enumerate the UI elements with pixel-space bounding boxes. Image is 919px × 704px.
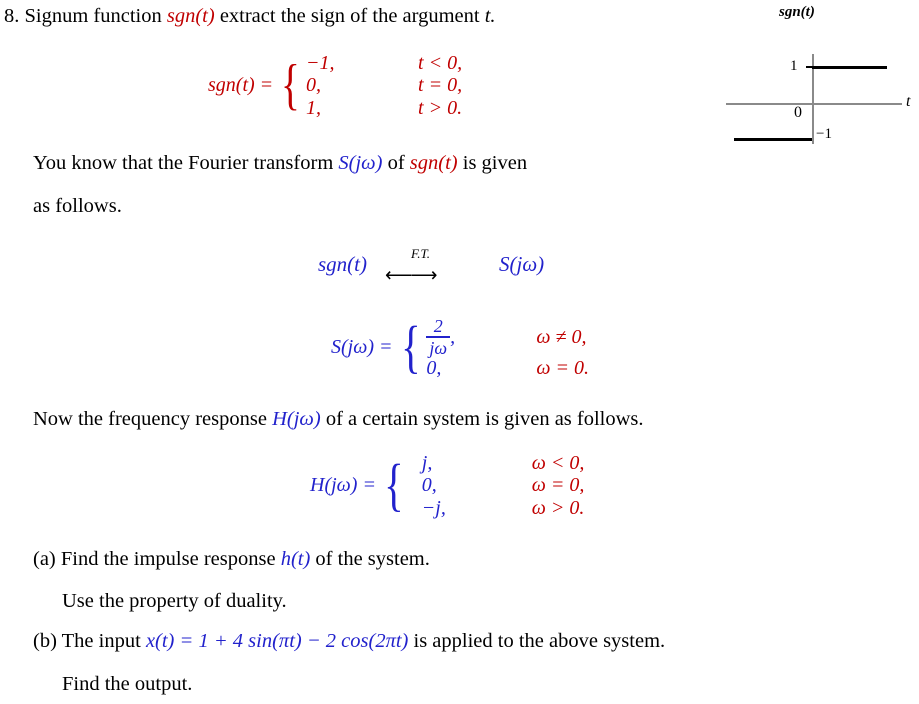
intro-text-post: extract the sign of the argument <box>214 5 485 27</box>
intro-variable: t. <box>484 5 496 27</box>
graph-label-t-axis: t <box>906 93 911 110</box>
question-a-post: of the system. <box>310 548 430 570</box>
question-b <box>33 630 665 653</box>
question-b-subline: Find the output. <box>62 673 193 695</box>
sgn-definition-lhs: sgn(t) = <box>208 74 274 97</box>
question-b-pre: The input <box>56 630 146 652</box>
hjw-definition-lhs: H(jω) = <box>310 474 376 497</box>
fourier-text-e: is given <box>457 152 528 174</box>
fourier-text-a: You know that the Fourier transform <box>33 152 339 174</box>
fraction-numerator: 2 <box>433 316 443 336</box>
graph-x-axis <box>726 103 902 105</box>
left-brace-icon: { <box>281 53 301 116</box>
hjw-definition-block <box>310 452 584 519</box>
ft-arrow-group <box>385 246 483 286</box>
graph-label-one: 1 <box>790 58 798 74</box>
sgn-inline: sgn(t) <box>409 152 458 174</box>
double-arrow-icon: ⟵⟶ <box>385 265 436 286</box>
sgn-case-row <box>306 97 462 119</box>
sjw-case-value: 0, <box>426 356 442 379</box>
freq-response-line <box>33 408 644 431</box>
sgn-case-value: −1, <box>306 52 335 74</box>
xt-inline: x(t) = 1 + 4 sin(πt) − 2 cos(2πt) <box>145 630 409 652</box>
sgn-case-value: 1, <box>306 96 322 119</box>
hjw-case-condition: ω < 0, <box>531 452 585 474</box>
left-brace-icon: { <box>384 451 404 517</box>
sjw-definition-block <box>331 313 589 379</box>
hjw-case-condition: ω > 0. <box>531 496 585 519</box>
sgn-function-inline: sgn(t) <box>166 5 215 27</box>
sgn-case-value: 0, <box>306 74 322 97</box>
hjw-case-value: −j, <box>421 496 446 519</box>
fourier-intro-line <box>33 152 527 175</box>
fraction <box>426 317 450 357</box>
left-brace-icon: { <box>400 313 421 379</box>
ft-pair-right: S(jω) <box>499 251 545 276</box>
sjw-case-value <box>426 317 536 357</box>
graph-negative-segment <box>734 138 812 141</box>
question-a <box>33 548 430 571</box>
question-a-label: (a) <box>33 548 56 570</box>
hjw-case-value: 0, <box>421 474 437 497</box>
hjw-case-value: j, <box>421 452 433 474</box>
fraction-denominator: jω <box>429 337 448 358</box>
graph-label-neg-one: −1 <box>816 126 832 142</box>
ft-label: F.T. <box>411 246 431 261</box>
sgn-case-condition: t > 0. <box>418 96 463 119</box>
sgn-case-row <box>306 74 462 96</box>
sgn-case-condition: t < 0, <box>418 52 463 74</box>
question-a-pre: Find the impulse response <box>55 548 281 570</box>
sjw-case-row <box>426 357 589 379</box>
problem-number: 8. <box>4 5 20 27</box>
sjw-definition-lhs: S(jω) = <box>331 336 393 359</box>
ht-inline: h(t) <box>280 548 311 570</box>
intro-text-pre: Signum function <box>24 5 167 27</box>
problem-statement-line <box>4 5 496 28</box>
hjw-case-row <box>410 452 585 474</box>
fraction-comma: , <box>450 325 456 348</box>
question-b-post: is applied to the above system. <box>408 630 666 652</box>
sjw-inline: S(jω) <box>338 152 383 174</box>
sjw-case-condition: ω ≠ 0, <box>536 325 587 348</box>
sgn-case-row <box>306 52 462 74</box>
graph-title: sgn(t) <box>779 4 815 20</box>
question-a-subline: Use the property of duality. <box>62 590 287 612</box>
fourier-text-c: of <box>382 152 410 174</box>
sgn-case-list <box>306 52 462 119</box>
sjw-case-list <box>426 317 589 379</box>
ft-pair-left: sgn(t) <box>318 251 367 276</box>
sjw-case-row <box>426 317 589 357</box>
sgn-case-condition: t = 0, <box>418 74 463 97</box>
hjw-case-row <box>410 474 585 496</box>
fourier-transform-pair <box>318 246 545 286</box>
hjw-case-list <box>410 452 585 519</box>
sgn-definition-block <box>208 52 462 119</box>
question-b-label: (b) <box>33 630 57 652</box>
freq-text-pre: Now the frequency response <box>33 408 273 430</box>
hjw-case-condition: ω = 0, <box>531 474 585 497</box>
signum-graph <box>722 0 919 160</box>
graph-label-origin: 0 <box>794 104 802 121</box>
hjw-inline: H(jω) <box>272 408 321 430</box>
hjw-case-row <box>410 497 585 519</box>
graph-positive-segment <box>812 66 887 69</box>
graph-y-tick <box>806 66 814 68</box>
freq-text-post: of a certain system is given as follows. <box>320 408 644 430</box>
fourier-intro-line-2: as follows. <box>33 195 122 217</box>
sjw-case-condition: ω = 0. <box>536 356 589 379</box>
